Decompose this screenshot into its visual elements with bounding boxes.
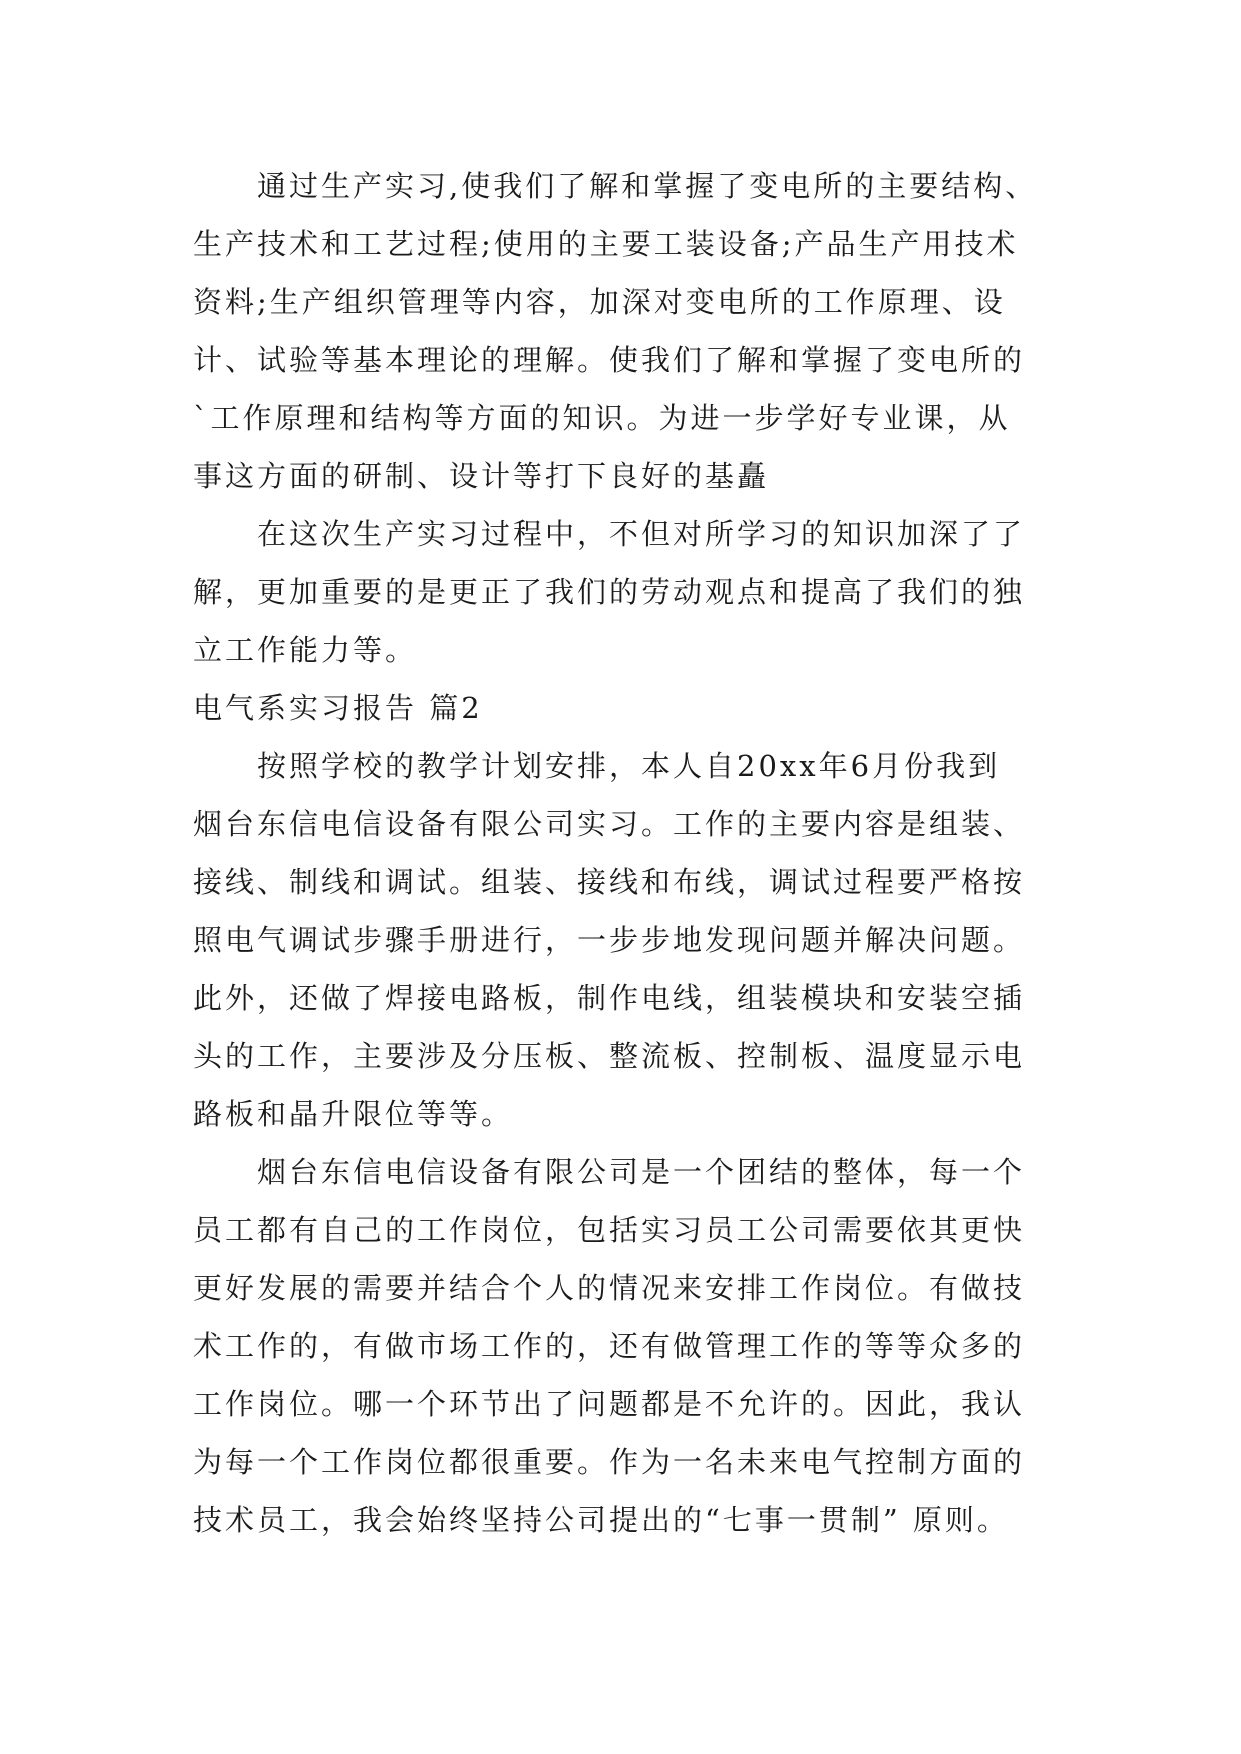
- paragraph-1: [193, 157, 1093, 505]
- document-body: [193, 157, 1093, 1549]
- text-line: 解，更加重要的是更正了我们的劳动观点和提高了我们的独: [193, 575, 1026, 609]
- text-line: 按照学校的教学计划安排，本人自20xx年6月份我到: [257, 749, 1001, 783]
- text-line: 为每一个工作岗位都很重要。作为一名未来电气控制方面的: [193, 1445, 1026, 1479]
- text-line: 更好发展的需要并结合个人的情况来安排工作岗位。有做技: [193, 1271, 1026, 1305]
- text-line: 接线、制线和调试。组装、接线和布线，调试过程要严格按: [193, 865, 1026, 899]
- paragraph-3: [193, 737, 1093, 1143]
- text-line: 事这方面的研制、设计等打下良好的基矗: [193, 459, 770, 493]
- text-line: 资料;生产组织管理等内容，加深对变电所的工作原理、设: [193, 285, 1006, 319]
- text-line: 照电气调试步骤手册进行，一步步地发现问题并解决问题。: [193, 923, 1026, 957]
- paragraph-2: [193, 505, 1093, 679]
- text-line: 术工作的，有做市场工作的，还有做管理工作的等等众多的: [193, 1329, 1026, 1363]
- text-line: 头的工作，主要涉及分压板、整流板、控制板、温度显示电: [193, 1039, 1026, 1073]
- section-heading: 电气系实习报告 篇2: [193, 691, 483, 725]
- text-line: 技术员工，我会始终坚持公司提出的“七事一贯制” 原则。: [193, 1503, 1009, 1537]
- text-line: 计、试验等基本理论的理解。使我们了解和掌握了变电所的: [193, 343, 1026, 377]
- text-line: 路板和晶升限位等等。: [193, 1097, 514, 1131]
- paragraph-4: [193, 1143, 1093, 1549]
- text-line: 烟台东信电信设备有限公司是一个团结的整体，每一个: [257, 1155, 1026, 1189]
- text-line: 工作岗位。哪一个环节出了问题都是不允许的。因此，我认: [193, 1387, 1026, 1421]
- text-line: 此外，还做了焊接电路板，制作电线，组装模块和安装空插: [193, 981, 1026, 1015]
- text-line: 立工作能力等。: [193, 633, 418, 667]
- text-line: `工作原理和结构等方面的知识。为进一步学好专业课，从: [193, 401, 1011, 435]
- text-line: 烟台东信电信设备有限公司实习。工作的主要内容是组装、: [193, 807, 1026, 841]
- text-line: 在这次生产实习过程中，不但对所学习的知识加深了了: [257, 517, 1026, 551]
- text-line: 通过生产实习,使我们了解和掌握了变电所的主要结构、: [257, 169, 1038, 203]
- text-line: 生产技术和工艺过程;使用的主要工装设备;产品生产用技术: [193, 227, 1019, 261]
- text-line: 员工都有自己的工作岗位，包括实习员工公司需要依其更快: [193, 1213, 1026, 1247]
